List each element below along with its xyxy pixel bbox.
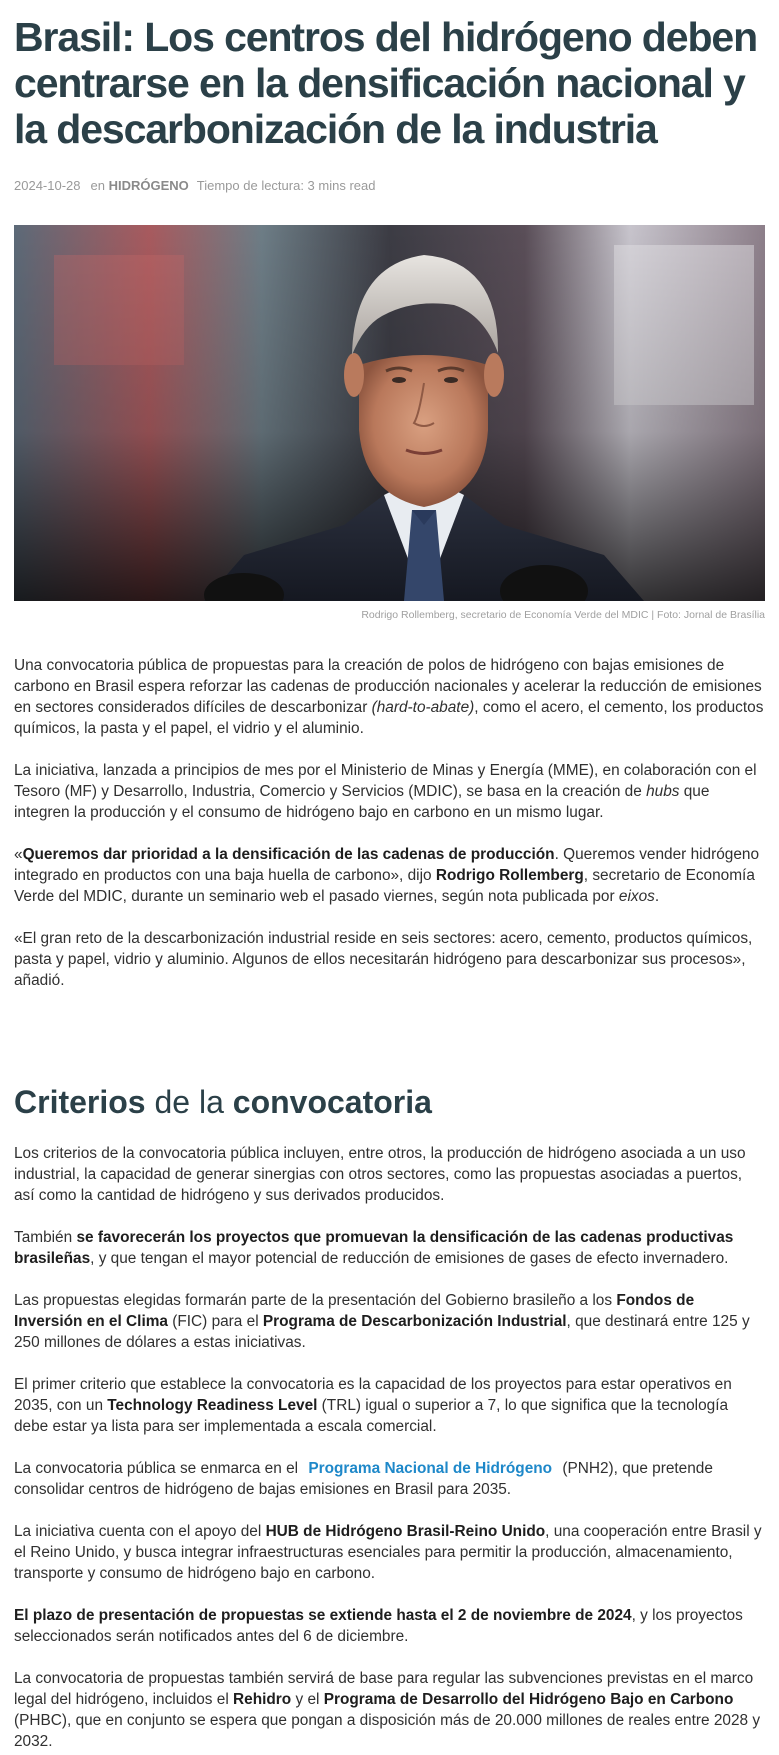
text: También	[14, 1229, 77, 1246]
bold-text: Rehidro	[233, 1691, 292, 1708]
text: que integren la producción y el consumo de hidrógeno bajo en carbono en un mismo lugar.	[14, 783, 710, 821]
heading-bold: Criterios	[14, 1084, 146, 1120]
bold-text: Programa de Desarrollo del Hidrógeno Bajo en Carbono	[323, 1691, 734, 1708]
paragraph	[14, 1374, 765, 1437]
bold-text: Programa de Descarbonización Industrial	[262, 1313, 567, 1330]
paragraph	[14, 1521, 765, 1584]
text: , secretario de Economía Verde del MDIC, durante un seminario web el pasado viernes, según nota publicada por	[14, 867, 755, 905]
bold-text: Queremos dar prioridad a la densificación de las cadenas de producción	[22, 846, 555, 863]
emphasis: (hard-to-abate)	[371, 699, 475, 716]
paragraph: Los criterios de la convocatoria pública incluyen, entre otros, la producción de hidrógeno asociada a un uso industrial, la capacidad de generar sinergias con otros sectores, como las propuestas asociadas a puertos, así como la cantidad de hidrógeno y sus derivados producidos.	[14, 1145, 746, 1204]
text: , como el acero, el cemento, los productos químicos, la pasta y el papel, el vidrio y el aluminio.	[14, 699, 764, 737]
bold-text: Technology Readiness Level	[107, 1397, 318, 1414]
text: . Queremos vender hidrógeno integrado en productos con una baja huella de carbono», dijo	[14, 846, 760, 884]
heading-text: de la	[145, 1084, 233, 1120]
article-meta	[14, 178, 765, 193]
paragraph	[14, 1290, 765, 1353]
image-caption: Rodrigo Rollemberg, secretario de Economía Verde del MDIC | Foto: Jornal de Brasília	[361, 609, 765, 621]
text: , y que tengan el mayor potencial de reducción de emisiones de gases de efecto invernadero.	[90, 1250, 729, 1267]
text: , una cooperación entre Brasil y el Reino Unido, y busca integrar infraestructuras esenciales para permitir la producción, almacenamiento, transporte y consumo de hidrógeno bajo en carbono.	[14, 1523, 762, 1582]
text: La iniciativa cuenta con el apoyo del	[14, 1523, 266, 1540]
publish-date: 2024-10-28	[14, 178, 81, 193]
text: (TRL) igual o superior a 7, lo que significa que la tecnología debe estar ya lista para ser implementada a escala comercial.	[14, 1397, 729, 1435]
heading-bold: convocatoria	[232, 1084, 432, 1120]
article	[0, 14, 779, 1752]
text: .	[654, 888, 660, 905]
pnh2-link[interactable]: Programa Nacional de Hidrógeno	[308, 1460, 553, 1477]
emphasis: eixos	[618, 888, 655, 905]
paragraph	[14, 1605, 765, 1647]
text: y el	[291, 1691, 324, 1708]
section-heading	[14, 1083, 765, 1121]
text: Las propuestas elegidas formarán parte de la presentación del Gobierno brasileño a los	[14, 1292, 617, 1309]
portrait-photo	[14, 225, 765, 601]
bold-text: Fondos de Inversión en el Clima	[14, 1292, 695, 1330]
text: La iniciativa, lanzada a principios de mes por el Ministerio de Minas y Energía (MME), en colaboración con el Tesoro (MF) y Desarrollo, Industria, Comercio y Servicios (MDIC), se basa en la creación de	[14, 762, 757, 800]
text: (PNH2), que pretende consolidar centros de hidrógeno de bajas emisiones en Brasil para 2035.	[14, 1460, 713, 1498]
bold-text: se favorecerán los proyectos que promuevan la densificación de las cadenas productivas brasileñas	[14, 1229, 734, 1267]
text: (FIC) para el	[167, 1313, 263, 1330]
article-title: Brasil: Los centros del hidrógeno deben centrarse en la densificación nacional y la descarbonización de la industria	[14, 14, 758, 152]
category-prefix-text: en	[90, 178, 105, 193]
category-prefix	[91, 178, 189, 193]
text: El primer criterio que establece la convocatoria es la capacidad de los proyectos para estar operativos en 2035, con un	[14, 1376, 732, 1414]
paragraph	[14, 760, 765, 823]
hero-image	[14, 225, 765, 601]
bold-text: HUB de Hidrógeno Brasil-Reino Unido	[265, 1523, 546, 1540]
bold-text: El plazo de presentación de propuestas se extiende hasta el 2 de noviembre de 2024	[14, 1607, 632, 1624]
text: Una convocatoria pública de propuestas para la creación de polos de hidrógeno con bajas emisiones de carbono en Brasil espera reforzar las cadenas de producción nacionales y acelerar la reducción de emisiones en sectores considerados difíciles de descarbonizar	[14, 657, 762, 716]
quote-paragraph: «El gran reto de la descarbonización industrial reside en seis sectores: acero, cemento, productos químicos, pasta y papel, vidrio y aluminio. Algunos de ellos necesitarán hidrógeno para descarbonizar sus procesos», añadió.	[14, 930, 753, 989]
category-link[interactable]: HIDRÓGENO	[108, 178, 189, 193]
text: (PHBC), que en conjunto se espera que pongan a disposición más de 20.000 millones de reales entre 2028 y 2032.	[14, 1712, 761, 1750]
paragraph	[14, 655, 765, 739]
text: «	[14, 846, 23, 863]
paragraph	[14, 1227, 765, 1269]
article-body	[14, 655, 765, 1752]
quote-paragraph	[14, 844, 765, 907]
emphasis: hubs	[646, 783, 680, 800]
text: La convocatoria pública se enmarca en el	[14, 1460, 303, 1477]
paragraph	[14, 1668, 765, 1752]
paragraph	[14, 1458, 765, 1500]
text: , que destinará entre 125 y 250 millones de dólares a estas iniciativas.	[14, 1313, 750, 1351]
bold-text: Rodrigo Rollemberg	[435, 867, 584, 884]
text: La convocatoria de propuestas también servirá de base para regular las subvenciones previstas en el marco legal del hidrógeno, incluidos el	[14, 1670, 754, 1708]
text: , y los proyectos seleccionados serán notificados antes del 6 de diciembre.	[14, 1607, 743, 1645]
reading-time: Tiempo de lectura: 3 mins read	[196, 178, 376, 193]
